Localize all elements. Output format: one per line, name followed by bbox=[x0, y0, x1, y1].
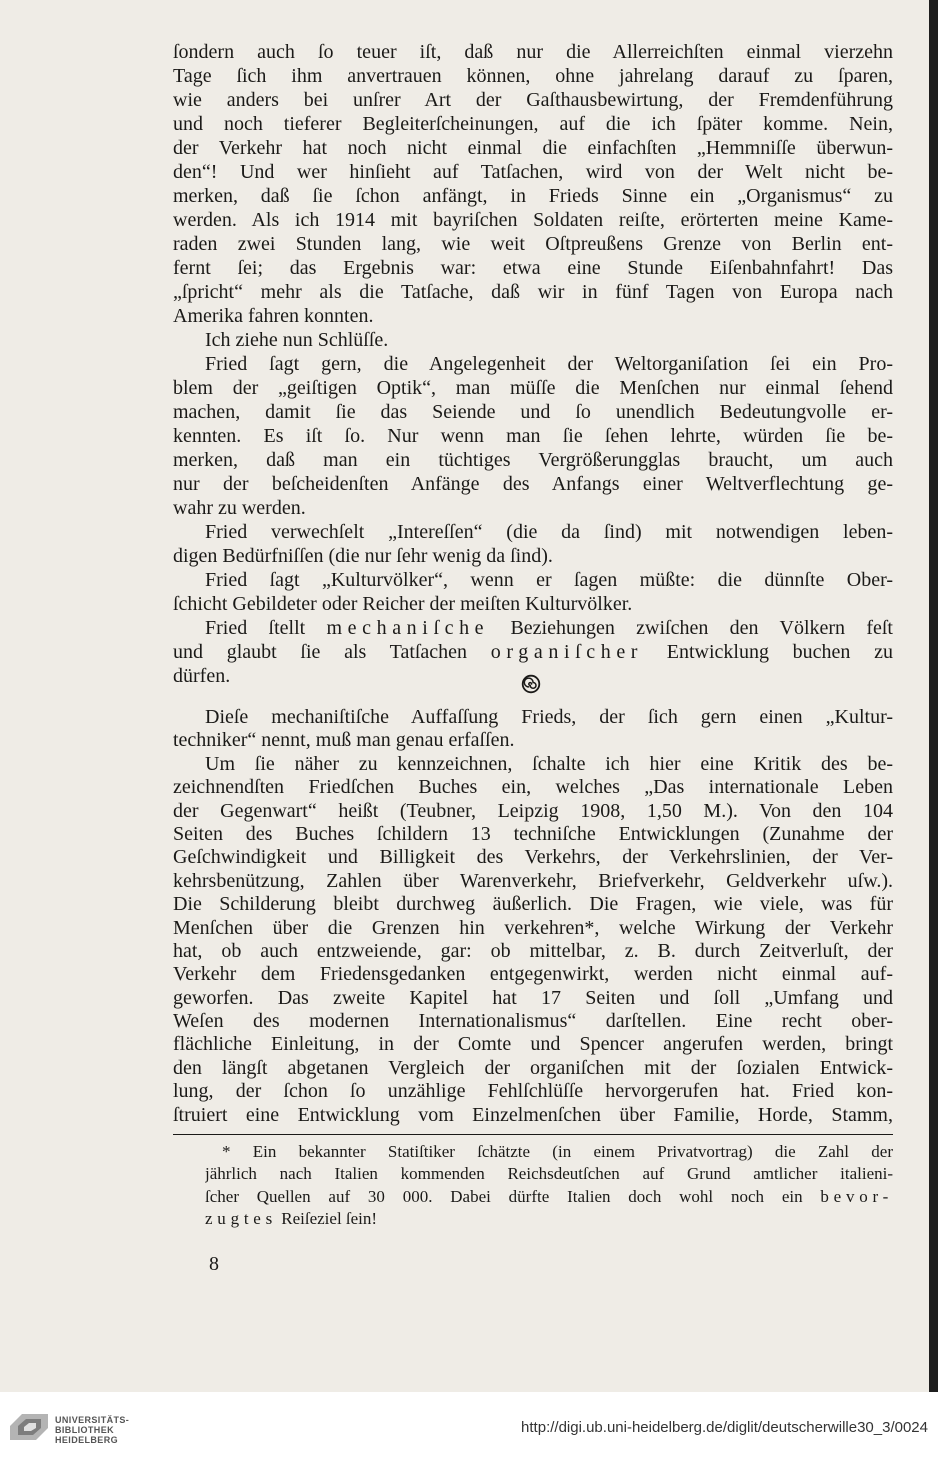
library-footer bbox=[0, 1392, 938, 1474]
text-line: ſchicht Gebildeter oder Reicher der meiſten Kulturvölker. bbox=[173, 593, 633, 615]
library-name-line: BIBLIOTHEK bbox=[55, 1425, 114, 1435]
text-line: ſtruiert eine Entwicklung vom Einzelmenſchen über Familie, Horde, Stamm, bbox=[173, 1103, 893, 1126]
library-name bbox=[55, 1415, 129, 1445]
text-line: Dieſe mechaniſtiſche Auffaſſung Frieds, der ſich gern einen „Kultur- bbox=[205, 706, 893, 728]
paragraph-8 bbox=[173, 753, 893, 1127]
text-line: blem der „geiſtigen Optik“, man müſſe die Menſchen nur einmal ſehend bbox=[173, 377, 893, 399]
text-line: geworfen. Das zweite Kapitel hat 17 Seiten und ſoll „Umfang und bbox=[173, 986, 893, 1009]
text-line: den“! Und wer hinſieht auf Tatſachen, wird von der Welt nicht be- bbox=[173, 161, 893, 183]
footnote-rule bbox=[173, 1134, 893, 1135]
text-line: wie anders bei unſrer Art der Gaſthausbewirtung, der Fremdenführung bbox=[173, 89, 893, 111]
text-line: raden zwei Stunden lang, wie weit Oſtpreußens Grenze von Berlin ent- bbox=[173, 233, 893, 255]
text-segment: Entwicklung buchen zu bbox=[643, 641, 893, 663]
text-line: Menſchen über die Grenzen hin verkehren*, welche Wirkung der Verkehr bbox=[173, 916, 893, 939]
paragraph-1 bbox=[173, 40, 893, 328]
spaced-emphasis: mechaniſche bbox=[326, 617, 490, 639]
text-line: Tage ſich ihm anvertrauen können, ohne jahrelang darauf zu ſparen, bbox=[173, 65, 893, 87]
text-line: Die Schilderung bleibt durchweg äußerlich. Die Fragen, wie viele, was für bbox=[173, 893, 893, 916]
university-library-logo-icon bbox=[8, 1412, 50, 1442]
text-line: Geſchwindigkeit und Billigkeit des Verkehrs, der Verkehrslinien, der Ver- bbox=[173, 846, 893, 869]
text-line: merken, daß man ein tüchtiges Vergrößerungglas braucht, um auch bbox=[173, 449, 893, 471]
text-line: kehrsbenützung, Zahlen über Warenverkehr, Briefverkehr, Geldverkehr uſw.). bbox=[173, 869, 893, 892]
text-segment: und glaubt ſie als Tatſachen bbox=[173, 641, 491, 663]
footnote-line bbox=[205, 1208, 893, 1230]
text-segment: Fried ſtellt bbox=[205, 617, 327, 639]
text-line: techniker“ nennt, muß man genau erfaſſen. bbox=[173, 729, 515, 752]
text-line: Amerika fahren konnten. bbox=[173, 305, 374, 327]
text-block-lower bbox=[173, 706, 893, 1127]
paragraph-3 bbox=[173, 352, 893, 520]
text-line: den längſt abgetanen Vergleich der organiſchen mit der ſozialen Entwick- bbox=[173, 1056, 893, 1079]
text-line bbox=[173, 616, 893, 640]
text-line: Weſen des modernen Internationalismus“ darſtellen. Eine recht ober- bbox=[173, 1010, 893, 1033]
text-line: zeichnendſten Friedſchen Buches ein, welches „Das internationale Leben bbox=[173, 776, 893, 799]
text-line: Ich ziehe nun Schlüſſe. bbox=[205, 329, 389, 351]
spiral-ornament-icon bbox=[521, 674, 541, 694]
text-line: digen Bedürfniſſen (die nur ſehr wenig da ſind). bbox=[173, 545, 553, 567]
text-line: machen, damit ſie das Seiende und ſo unendlich Bedeutungvolle er- bbox=[173, 401, 893, 423]
text-line: der Gegenwart“ heißt (Teubner, Leipzig 1908, 1,50 M.). Von den 104 bbox=[173, 799, 893, 822]
text-line: Fried verwechſelt „Intereſſen“ (die da ſind) mit notwendigen leben- bbox=[205, 521, 893, 543]
library-name-line: HEIDELBERG bbox=[55, 1435, 119, 1445]
text-line: merken, daß ſie ſchon anfängt, in Frieds Sinne ein „Organismus“ zu bbox=[173, 185, 893, 207]
paragraph-4 bbox=[173, 520, 893, 568]
scan-edge bbox=[929, 0, 938, 1392]
text-line: werden. Als ich 1914 mit bayriſchen Soldaten reiſte, erörterten meine Kame- bbox=[173, 209, 893, 231]
footnote bbox=[205, 1141, 893, 1231]
text-line: lung, der ſchon ſo unzählige Fehlſchlüſſe hervorgerufen hat. Fried kon- bbox=[173, 1080, 893, 1103]
page-number: 8 bbox=[209, 1253, 219, 1275]
text-line: Um ſie näher zu kennzeichnen, ſchalte ich hier eine Kritik des be- bbox=[205, 752, 893, 775]
text-line: kennten. Es iſt ſo. Nur wenn man ſie ſehen lehrte, würden ſie be- bbox=[173, 425, 893, 447]
text-block-upper bbox=[173, 40, 893, 688]
text-line: Verkehr dem Friedensgedanken entgegenwirkt, werden nicht einmal auf- bbox=[173, 963, 893, 986]
text-line bbox=[173, 640, 893, 664]
paragraph-2 bbox=[173, 328, 893, 352]
text-line: und noch tieferer Begleiterſcheinungen, auf die ich ſpäter komme. Nein, bbox=[173, 113, 893, 135]
footnote-line: * Ein bekannter Statiſtiker ſchätzte (in einem Privatvortrag) die Zahl der bbox=[222, 1142, 893, 1161]
text-line: hat, ob auch entzweiende, gar: ob mittelbar, z. B. durch Zeitverluſt, der bbox=[173, 939, 893, 962]
footnote-line bbox=[205, 1186, 893, 1208]
paragraph-7 bbox=[173, 706, 893, 753]
text-line: „ſpricht“ mehr als die Tatſache, daß wir in fünf Tagen von Europa nach bbox=[173, 281, 893, 303]
footnote-line: jährlich nach Italien kommenden Reichsdeutſchen auf Grund amtlicher italieni- bbox=[205, 1164, 893, 1184]
source-url-link[interactable]: http://digi.ub.uni-heidelberg.de/diglit/deutscherwille30_3/0024 bbox=[521, 1419, 928, 1436]
library-name-line: UNIVERSITÄTS- bbox=[55, 1415, 130, 1425]
text-line: Fried ſagt „Kulturvölker“, wenn er ſagen müßte: die dünnſte Ober- bbox=[205, 569, 893, 591]
text-segment: Beziehungen zwiſchen den Völkern feſt bbox=[489, 617, 893, 639]
text-line: Fried ſagt gern, die Angelegenheit der Weltorganiſation ſei ein Pro- bbox=[205, 353, 893, 375]
spaced-emphasis: organiſcher bbox=[490, 641, 644, 663]
text-line: wahr zu werden. bbox=[173, 497, 306, 519]
text-segment: Reiſeziel ſein! bbox=[277, 1209, 378, 1229]
spaced-emphasis: zugtes bbox=[205, 1209, 277, 1229]
paragraph-5 bbox=[173, 568, 893, 616]
text-line: der Verkehr hat noch nicht einmal die einfachſten „Hemmniſſe überwun- bbox=[173, 137, 893, 159]
text-line: fernt ſei; das Ergebnis war: etwa eine Stunde Eiſenbahnfahrt! Das bbox=[173, 257, 893, 279]
text-line: nur der beſcheidenſten Anfänge des Anfangs einer Weltverflechtung ge- bbox=[173, 473, 893, 495]
text-segment: ſcher Quellen auf 30 000. Dabei dürfte Italien doch wohl noch ein bbox=[205, 1186, 821, 1206]
text-line: ſondern auch ſo teuer iſt, daß nur die Allerreichſten einmal vierzehn bbox=[173, 41, 893, 63]
text-line: dürfen. bbox=[173, 665, 231, 687]
spaced-emphasis: bevor- bbox=[820, 1186, 893, 1206]
text-line: Seiten des Buches ſchildern 13 techniſche Entwicklungen (Zunahme der bbox=[173, 822, 893, 845]
text-line: flächliche Einleitung, in der Comte und Spencer angerufen werden, bringt bbox=[173, 1033, 893, 1056]
